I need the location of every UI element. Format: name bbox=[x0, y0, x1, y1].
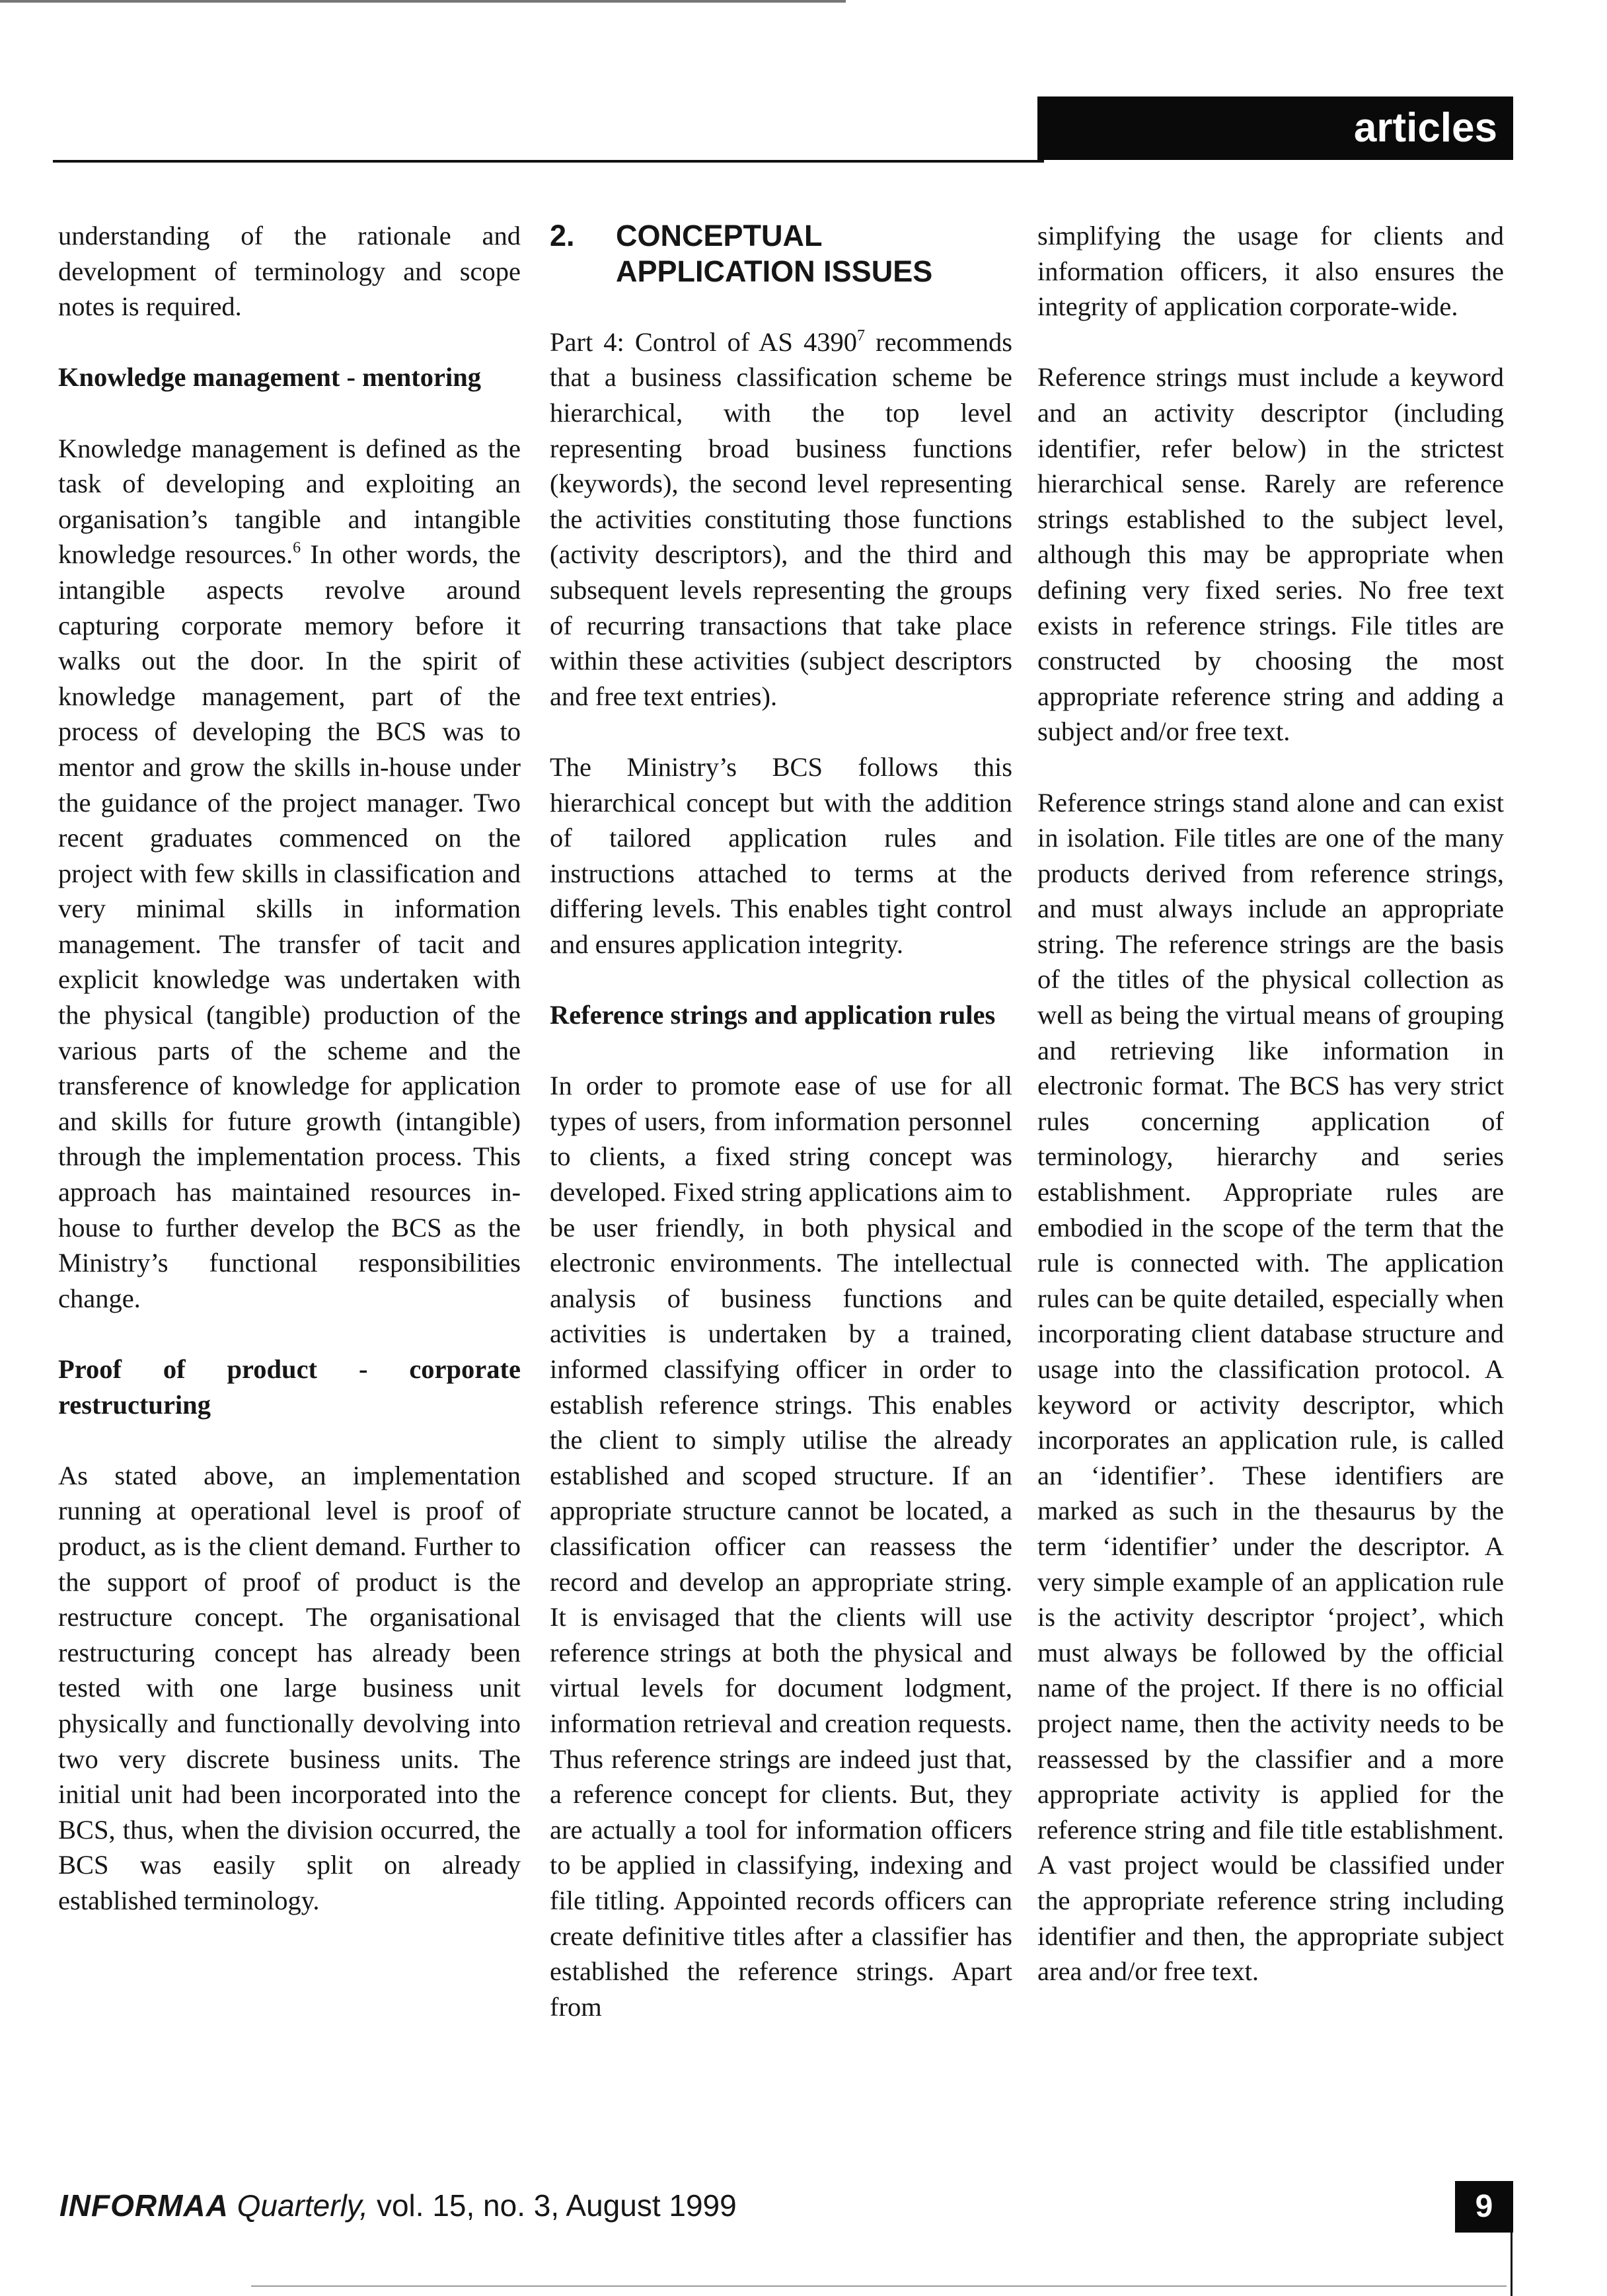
scan-edge-top bbox=[0, 0, 846, 3]
paragraph: Reference strings stand alone and can exist in isolation. File titles are one of the many products derived from reference strings, and must always include an appropriate string. The reference strings are the basis of the titles of the physical collection as well as being the virtual means of grouping and retrieving like information in electronic format. The BCS has very strict rules concerning application of terminology, hierarchy and series establishment. Appropriate rules are embodied in the scope of the term that the rule is connected with. The application rules can be quite detailed, especially when incorporating client database structure and usage into the classification protocol. A keyword or activity descriptor, which incorporates an application rule, is called an ‘identifier’. These identifiers are marked as such in the thesaurus by the term ‘identifier’ under the descriptor. A very simple example of an application rule is the activity descriptor ‘project’, which must always be followed by the official name of the project. If there is no official project name, then the activity needs to be reassessed by the classifier and a more appropriate activity is applied for the reference string and file title establishment. A vast project would be classified under the appropriate reference string including identifier and then, the appropriate subject area and/or free text. bbox=[1037, 787, 1504, 1987]
issue-info: vol. 15, no. 3, August 1999 bbox=[376, 2188, 737, 2223]
paragraph: Part 4: Control of AS 4390$^7$ recommends that a business classification scheme be hierarchical, with the top level representing broad business functions (keywords), the second level representing the activities constituting those functions (activity descriptors), and the third and subsequent levels representing the groups of recurring transactions that take place within these activities (subject descriptors and free text entries). bbox=[550, 326, 1012, 711]
section-label: articles bbox=[1037, 96, 1513, 160]
footnote-ref: 6 bbox=[293, 539, 301, 557]
header-rule bbox=[53, 160, 1044, 163]
paragraph: simplifying the usage for clients and information officers, it also ensures the integrity of application corporate-wide. bbox=[1037, 221, 1504, 322]
section-heading bbox=[550, 218, 1012, 289]
paragraph: understanding of the rationale and development of terminology and scope notes is required. bbox=[58, 221, 521, 322]
subheading-proof-of-product: Proof of product - corporate restructuring bbox=[58, 1354, 521, 1420]
paragraph: The Ministry’s BCS follows this hierarchical concept but with the addition of tailored application rules and instructions attached to terms at the differing levels. This enables tight control and ensures application integrity. bbox=[550, 751, 1012, 959]
paragraph: As stated above, an implementation running at operational level is proof of product, as is the client demand. Further to the support of proof of product is the restructure concept. The organisational restructuring concept has already been tested with one large business unit physically and functionally devolving into two very discrete business units. The initial unit had been incorporated into the BCS, thus, when the division occurred, the BCS was easily split on already established terminology. bbox=[58, 1460, 521, 1915]
page-tick bbox=[1511, 2233, 1513, 2296]
scan-edge-bottom bbox=[251, 2285, 1507, 2287]
journal-brand: INFORMAA bbox=[59, 2188, 229, 2223]
journal-quarterly: Quarterly, bbox=[237, 2188, 369, 2223]
column-1 bbox=[58, 218, 521, 1954]
page-number: 9 bbox=[1455, 2181, 1513, 2233]
column-3 bbox=[1037, 218, 1504, 2024]
section-number: 2. bbox=[550, 219, 575, 252]
footnote-ref: 7 bbox=[857, 326, 866, 344]
section-title: CONCEPTUAL APPLICATION ISSUES bbox=[616, 219, 933, 288]
footer-citation bbox=[59, 2188, 737, 2223]
paragraph: Reference strings must include a keyword and an activity descriptor (including identifier, refer below) in the strictest hierarchical sense. Rarely are reference strings established to the subject level, although this may be appropriate when defining very fixed series. No free text exists in reference strings. File titles are constructed by choosing the most appropriate reference string and adding a subject and/or free text. bbox=[1037, 362, 1504, 747]
paragraph: In order to promote ease of use for all types of users, from information personnel to clients, a fixed string concept was developed. Fixed string applications aim to be user friendly, in both physical and electronic environments. The intellectual analysis of business functions and activities is undertaken by a trained, informed classifying officer in order to establish reference strings. This enables the client to simply utilise the already established and scoped structure. If an appropriate structure cannot be located, a classification officer can reassess the record and develop an appropriate string. It is envisaged that the clients will use reference strings at both the physical and virtual levels for document lodgment, information retrieval and creation requests. Thus reference strings are indeed just that, a reference concept for clients. But, they are actually a tool for information officers to be applied in classifying, indexing and file titling. Appointed records officers can create definitive titles after a classifier has established the reference strings. Apart from bbox=[550, 1071, 1012, 2022]
column-2 bbox=[550, 218, 1012, 2060]
subheading-knowledge-management: Knowledge management - mentoring bbox=[58, 362, 482, 393]
subheading-reference-strings: Reference strings and application rules bbox=[550, 1000, 996, 1030]
paragraph: Knowledge management is defined as the task of developing and exploiting an organisation’s tangible and intangible knowledge resources.$^6$ In other words, the intangible aspects revolve around capturing corporate memory before it walks out the door. In the spirit of knowledge management, part of the process of developing the BCS was to mentor and grow the skills in-house under the guidance of the project manager. Two recent graduates commenced on the project with few skills in classification and very minimal skills in information management. The transfer of tacit and explicit knowledge was undertaken with the physical (tangible) production of the various parts of the scheme and the transference of knowledge for application and skills for future growth (intangible) through the implementation process. This approach has maintained resources in-house to further develop the BCS as the Ministry’s functional responsibilities change. bbox=[58, 433, 521, 1313]
